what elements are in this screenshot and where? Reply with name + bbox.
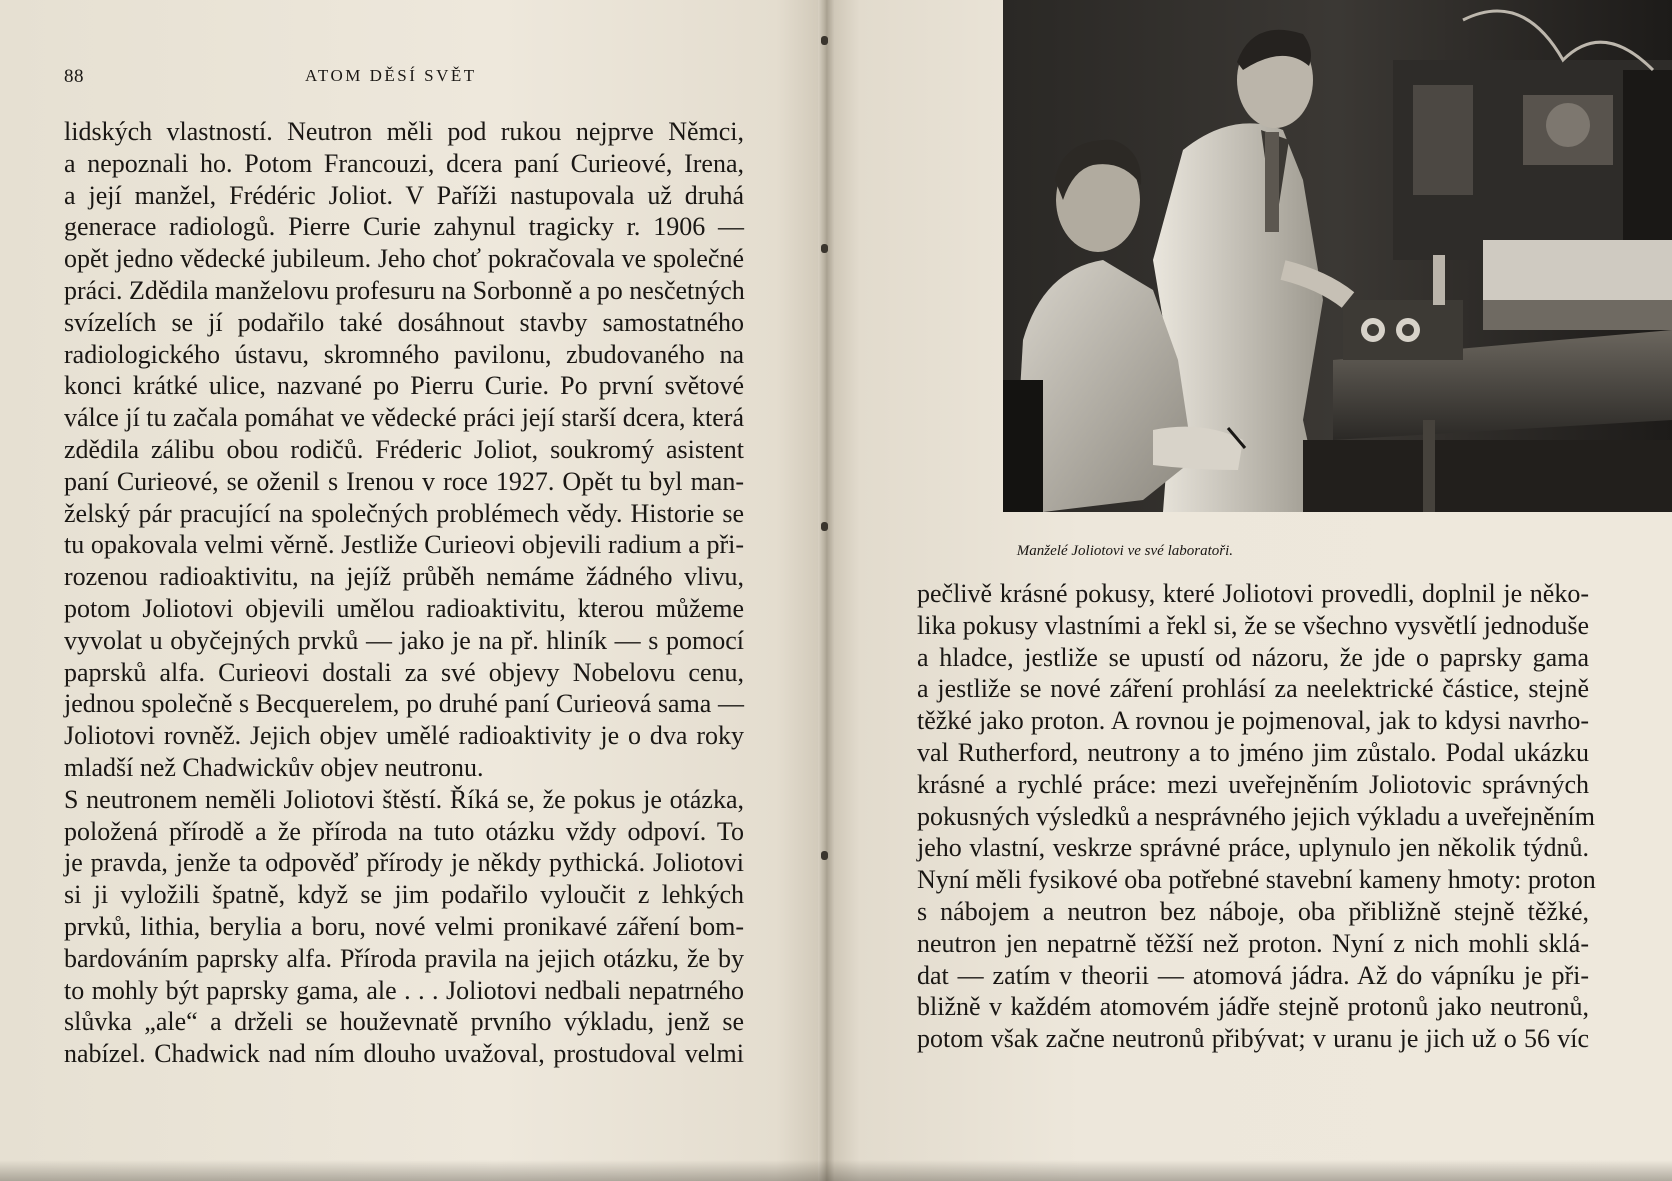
text-line: jednou společně s Becquerelem, po druhé paní Curieová sama — bbox=[64, 689, 744, 719]
text-line: zdědila zálibu obou rodičů. Fréderic Joliot, soukromý asistent bbox=[64, 434, 744, 464]
text-line: Nyní měli fysikové oba potřebné stavební kameny hmoty: proton bbox=[917, 865, 1596, 895]
text-line: to mohly být paprsky gama, ale . . . Joliotovi nedbali nepatrného bbox=[64, 975, 744, 1005]
text-line: a hladce, jestliže se upustí od názoru, že jde o paprsky gama bbox=[917, 642, 1589, 672]
page-edge-shadow bbox=[0, 1160, 1672, 1181]
text-line: paprsků alfa. Curieovi dostali za své objevy Nobelovu cenu, bbox=[64, 657, 744, 687]
text-line: rozenou radioaktivitu, na jejíž průběh nemáme žádného vlivu, bbox=[64, 562, 744, 592]
text-line: svízelích se jí podařilo také dosáhnout stavby samostatného bbox=[64, 307, 744, 337]
text-line: radiologického ústavu, skromného pavilonu, zbudovaného na bbox=[64, 339, 744, 369]
text-line: je pravda, jenže ta odpověď přírody je někdy pythická. Joliotovi bbox=[64, 848, 744, 878]
text-line: tu opakovala velmi věrně. Jestliže Curieovi objevili radium a při- bbox=[64, 530, 744, 560]
text-line: dat — zatím v theorii — atomová jádra. Až do vápníku je při- bbox=[917, 960, 1589, 990]
text-line: prvků, lithia, berylia a boru, nové velmi pronikavé záření bom- bbox=[64, 911, 744, 941]
text-line: těžké jako proton. A rovnou je pojmenoval, jak to kdysi navrho- bbox=[917, 706, 1589, 736]
text-line: generace radiologů. Pierre Curie zahynul tragicky r. 1906 — bbox=[64, 212, 744, 242]
text-line: pečlivě krásné pokusy, které Joliotovi provedli, doplnil je něko- bbox=[917, 579, 1589, 608]
photo-illustration bbox=[1003, 0, 1672, 512]
text-line: a jestliže se nové záření prohlásí za neelektrické částice, stejně bbox=[917, 674, 1589, 704]
text-line: si ji vyložili špatně, když se jim podařilo vyloučit z lehkých bbox=[64, 880, 744, 910]
text-line: lidských vlastností. Neutron měli pod rukou nejprve Němci, bbox=[64, 117, 744, 146]
text-line: Joliotovi rovněž. Jejich objev umělé radioaktivity je o dva roky bbox=[64, 721, 744, 751]
text-line: položená přírodě a že příroda na tuto otázku vždy odpoví. To bbox=[64, 816, 744, 846]
text-line: S neutronem neměli Joliotovi štěstí. Říká se, že pokus je otázka, bbox=[64, 784, 744, 814]
text-line: válce jí tu začala pomáhat ve vědecké práci její starší dcera, která bbox=[64, 403, 744, 433]
text-line: krásné a rychlé práce: mezi uveřejněním Joliotovic správných bbox=[917, 769, 1589, 799]
binding-thread bbox=[821, 851, 828, 860]
binding-thread bbox=[821, 244, 828, 253]
text-line: práci. Zdědila manželovu profesuru na Sorbonně a po nesčetných bbox=[64, 275, 745, 305]
text-line: opět jedno vědecké jubileum. Jeho choť pokračovala ve společné bbox=[64, 244, 744, 274]
text-line: želský pár pracující na společných problémech vědy. Historie se bbox=[64, 498, 744, 528]
text-line: pokusných výsledků a nesprávného jejich výkladu a uveřejněním bbox=[917, 801, 1595, 831]
left-page bbox=[0, 0, 826, 1181]
text-line: potom však začne neutronů přibývat; v uranu je jich už o 56 víc bbox=[917, 1024, 1589, 1054]
text-line: s nábojem a neutron bez náboje, oba přibližně stejně těžké, bbox=[917, 896, 1589, 926]
binding-thread bbox=[821, 522, 828, 531]
text-line: potom Joliotovi objevili umělou radioaktivitu, kterou můžeme bbox=[64, 593, 744, 623]
binding-thread bbox=[821, 36, 828, 45]
text-line: nabízel. Chadwick nad ním dlouho uvažoval, prostudoval velmi bbox=[64, 1039, 744, 1069]
text-line: bardováním paprsky alfa. Příroda pravila na jejich otázku, že by bbox=[64, 943, 744, 973]
text-line: paní Curieové, se oženil s Irenou v roce 1927. Opět tu byl man- bbox=[64, 466, 744, 496]
text-line: vyvolat u obyčejných prvků — jako je na př. hliník — s pomocí bbox=[64, 625, 744, 655]
text-line: slůvka „ale“ a drželi se houževnatě prvního výkladu, jenž se bbox=[64, 1007, 744, 1037]
text-line: a nepoznali ho. Potom Francouzi, dcera paní Curieové, Irena, bbox=[64, 148, 744, 178]
figure-caption: Manželé Joliotovi ve své laboratoři. bbox=[1016, 543, 1233, 559]
right-page-body-text bbox=[917, 578, 1596, 1055]
text-line: a její manžel, Frédéric Joliot. V Paříži nastupovala už druhá bbox=[64, 180, 744, 210]
text-line: val Rutherford, neutrony a to jméno jim zůstalo. Podal ukázku bbox=[917, 737, 1589, 767]
laboratory-photograph bbox=[1003, 0, 1672, 512]
text-line: lika pokusy vlastními a řekl si, že se všechno vysvětlí jednoduše bbox=[917, 610, 1589, 640]
running-head: ATOM DĚSÍ SVĚT bbox=[305, 66, 477, 85]
book-gutter bbox=[818, 0, 834, 1181]
text-line: mladší než Chadwickův objev neutronu. bbox=[64, 752, 484, 782]
page-number: 88 bbox=[64, 66, 84, 87]
text-line: jeho vlastní, veskrze správné práce, uplynulo jen několik týdnů. bbox=[917, 833, 1589, 863]
text-line: bližně v každém atomovém jádře stejně protonů jako neutronů, bbox=[917, 992, 1589, 1022]
text-line: konci krátké ulice, nazvané po Pierru Curie. Po první světové bbox=[64, 371, 744, 401]
text-line: neutron jen nepatrně těžší než proton. Nyní z nich mohli sklá- bbox=[917, 928, 1589, 958]
left-page-body-text bbox=[64, 116, 744, 1070]
